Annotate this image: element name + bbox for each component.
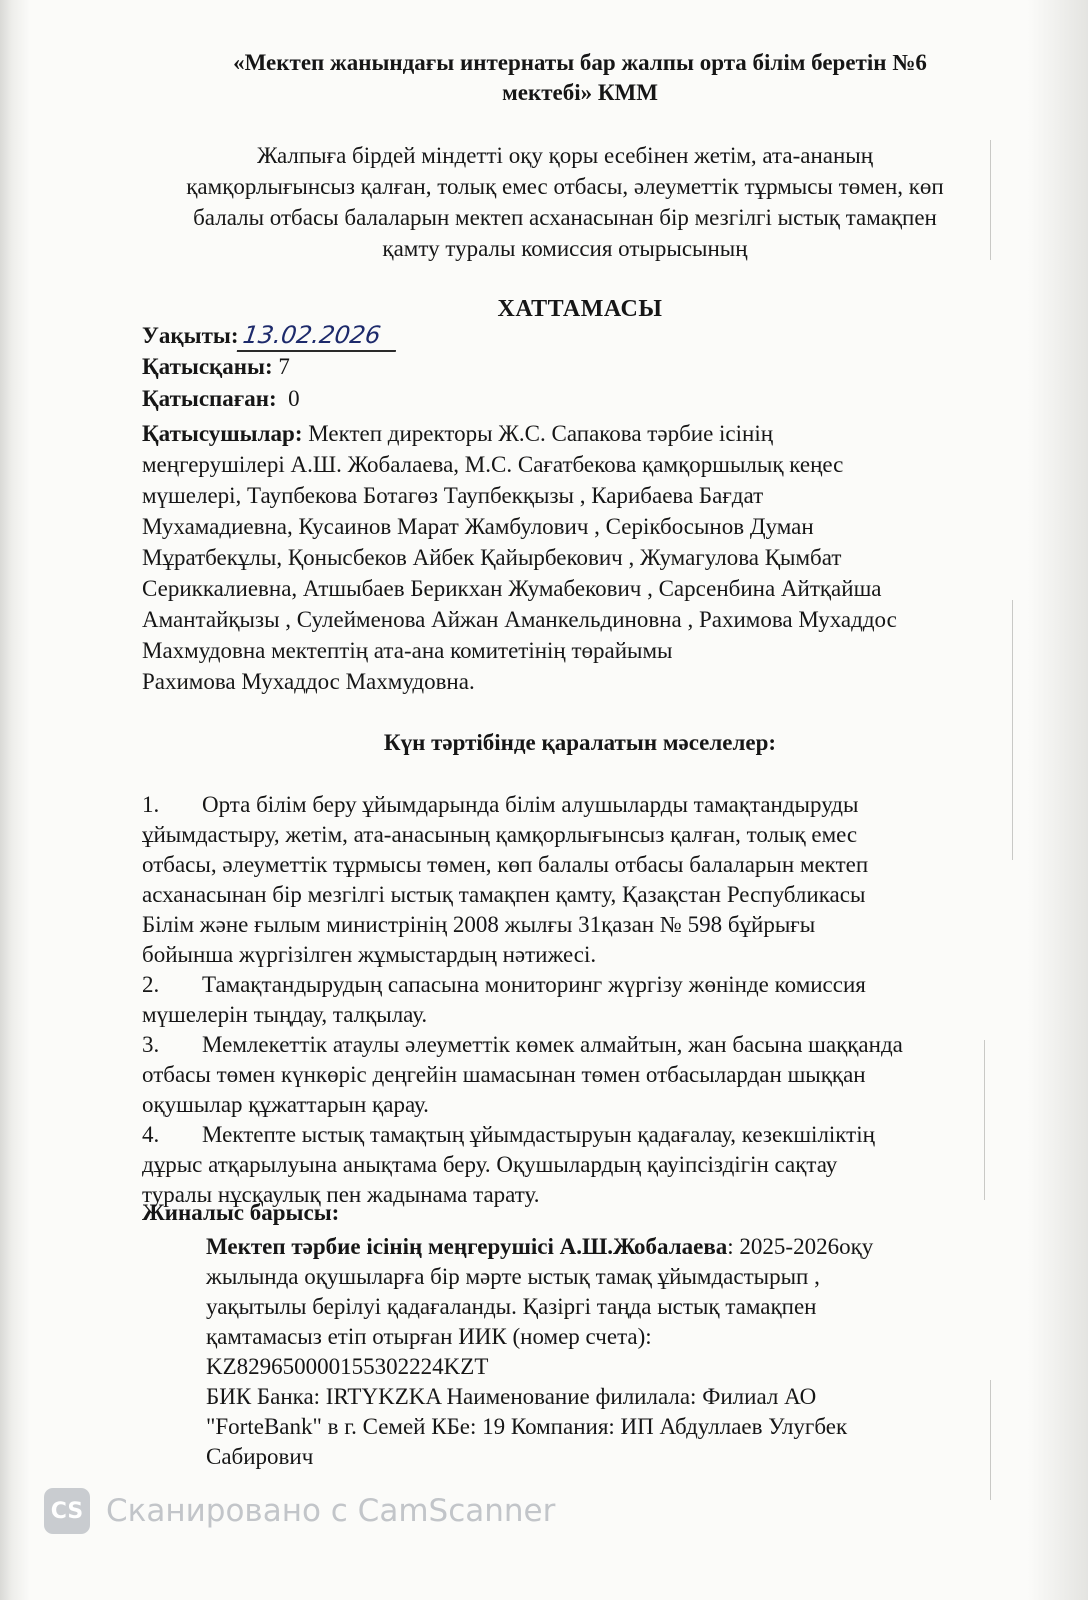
subject-line: қамқорлығынсыз қалған, толық емес отбасы, әлеуметтік тұрмысы төмен, көп <box>186 174 944 199</box>
handwritten-date: 13.02.2026 <box>236 320 400 352</box>
meeting-line: "ForteBank" в г. Семей КБе: 19 Компания: ИП Абдуллаев Улугбек <box>206 1414 848 1439</box>
agenda-line: отбасы төмен күнкөріс деңгейін шамасынан төмен отбасылардан шыққан <box>142 1062 866 1087</box>
date-label: Уақыты: <box>142 323 239 348</box>
agenda-list <box>142 790 1004 1210</box>
meeting-line: Сабирович <box>206 1444 314 1469</box>
scan-edge-left <box>0 0 30 1600</box>
participants-line: Махмудовна мектептің ата-ана комитетінің төрайымы <box>142 638 673 663</box>
agenda-number: 2. <box>142 972 160 997</box>
org-title-line: мектебі» КММ <box>502 80 658 105</box>
agenda-line: ұйымдастыру, жетім, ата-анасының қамқорлығынсыз қалған, толық емес <box>142 822 858 847</box>
absent-row <box>142 384 300 414</box>
protocol-subject <box>120 140 1010 264</box>
attended-label: Қатысқаны: <box>142 354 273 379</box>
agenda-line: Орта білім беру ұйымдарында білім алушыларды тамақтандыруды <box>202 792 859 817</box>
participants-line: Мектеп директоры Ж.С. Сапакова тәрбие ісінің <box>302 421 774 446</box>
meeting-line: : 2025-2026оқу <box>727 1234 874 1259</box>
scan-artifact-line <box>1012 600 1013 860</box>
absent-value: 0 <box>288 386 300 411</box>
agenda-line: Тамақтандырудың сапасына мониторинг жүргізу жөнінде комиссия <box>202 972 866 997</box>
agenda-line: Мемлекеттік атаулы әлеуметтік көмек алмайтын, жан басына шаққанда <box>202 1032 903 1057</box>
agenda-number: 4. <box>142 1122 160 1147</box>
agenda-title: Күн тәртібінде қаралатын мәселелер: <box>383 730 777 755</box>
subject-line: балалы отбасы балаларын мектеп асханасынан бір мезгілгі ыстық тамақпен <box>193 205 937 230</box>
iban-line: KZ829650000155302224KZT <box>206 1354 489 1379</box>
meeting-line: уақытылы берілуі қадағаланды. Қазіргі таңда ыстық тамақпен <box>206 1294 817 1319</box>
speaker-name: Мектеп тәрбие ісінің меңгерушісі А.Ш.Жобалаева <box>206 1234 728 1259</box>
subject-line: қамту туралы комиссия отырысының <box>382 236 748 261</box>
agenda-item <box>142 790 1004 970</box>
absent-label: Қатыспаған: <box>142 386 277 411</box>
participants-line: Мухамадиевна, Кусаинов Марат Жамбулович , Серікбосынов Думан <box>142 514 814 539</box>
agenda-line: Білім және ғылым министрінің 2008 жылғы 31қазан № 598 бұйрығы <box>142 912 816 937</box>
agenda-line: Мектепте ыстық тамақтың ұйымдастыруын қадағалау, кезекшіліктің <box>202 1122 875 1147</box>
agenda-line: оқушылар құжаттарын қарау. <box>142 1092 429 1117</box>
agenda-line: туралы нұсқаулық пен жадынама тарату. <box>142 1182 540 1207</box>
org-title-line: «Мектеп жанындағы интернаты бар жалпы орта білім беретін №6 <box>233 50 927 75</box>
participants-line: меңгерушілері А.Ш. Жобалаева, М.С. Сағатбекова қамқоршылық кеңес <box>142 452 844 477</box>
agenda-item <box>142 1030 1004 1120</box>
camscanner-watermark <box>44 1485 555 1537</box>
attended-value: 7 <box>278 354 290 379</box>
meeting-course-text <box>206 1232 1006 1472</box>
agenda-line: мүшелерін тыңдау, талқылау. <box>142 1002 428 1027</box>
agenda-item <box>142 1120 1004 1210</box>
camscanner-logo-icon: CS <box>44 1488 90 1534</box>
meeting-line: қамтамасыз етіп отырған ИИК (номер счета): <box>206 1324 652 1349</box>
document-title: ХАТТАМАСЫ <box>497 296 663 322</box>
participants-block <box>142 418 1002 697</box>
participants-line: мүшелері, Таупбекова Ботагөз Таупбекқызы , Карибаева Бағдат <box>142 483 764 508</box>
agenda-number: 1. <box>142 792 160 817</box>
attended-row <box>142 352 290 382</box>
participants-line: Рахимова Мухаддос Махмудовна. <box>142 669 475 694</box>
organization-title <box>150 48 1010 108</box>
participants-line: Мұратбекұлы, Қонысбеков Айбек Қайырбекович , Жумагулова Қымбат <box>142 545 842 570</box>
participants-line: Сериккалиевна, Атшыбаев Берикхан Жумабекович , Сарсенбина Айтқайша <box>142 576 882 601</box>
agenda-line: бойынша жүргізілген жұмыстардың нәтижесі. <box>142 942 597 967</box>
meeting-line: жылында оқушыларға бір мәрте ыстық тамақ ұйымдастырып , <box>206 1264 820 1289</box>
agenda-item <box>142 970 1004 1030</box>
participants-label: Қатысушылар: <box>142 421 303 446</box>
meeting-course-title: Жиналыс барысы: <box>142 1200 340 1225</box>
subject-line: Жалпыға бірдей міндетті оқу қоры есебінен жетім, ата-ананың <box>256 143 874 168</box>
agenda-line: отбасы, әлеуметтік тұрмысы төмен, көп балалы отбасы балаларын мектеп <box>142 852 869 877</box>
watermark-text: Сканировано с CamScanner <box>106 1493 556 1529</box>
scan-edge-right <box>1028 0 1088 1600</box>
meeting-date-row <box>142 320 398 352</box>
agenda-number: 3. <box>142 1032 160 1057</box>
agenda-line: дұрыс атқарылуына анықтама беру. Оқушылардың қауіпсіздігін сақтау <box>142 1152 838 1177</box>
agenda-line: асханасынан бір мезгілгі ыстық тамақпен қамту, Қазақстан Республикасы <box>142 882 866 907</box>
meeting-line: БИК Банка: IRTYKZKA Наименование филилала: Филиал АО <box>206 1384 817 1409</box>
participants-line: Амантайқызы , Сулейменова Айжан Аманкельдиновна , Рахимова Мухаддос <box>142 607 897 632</box>
